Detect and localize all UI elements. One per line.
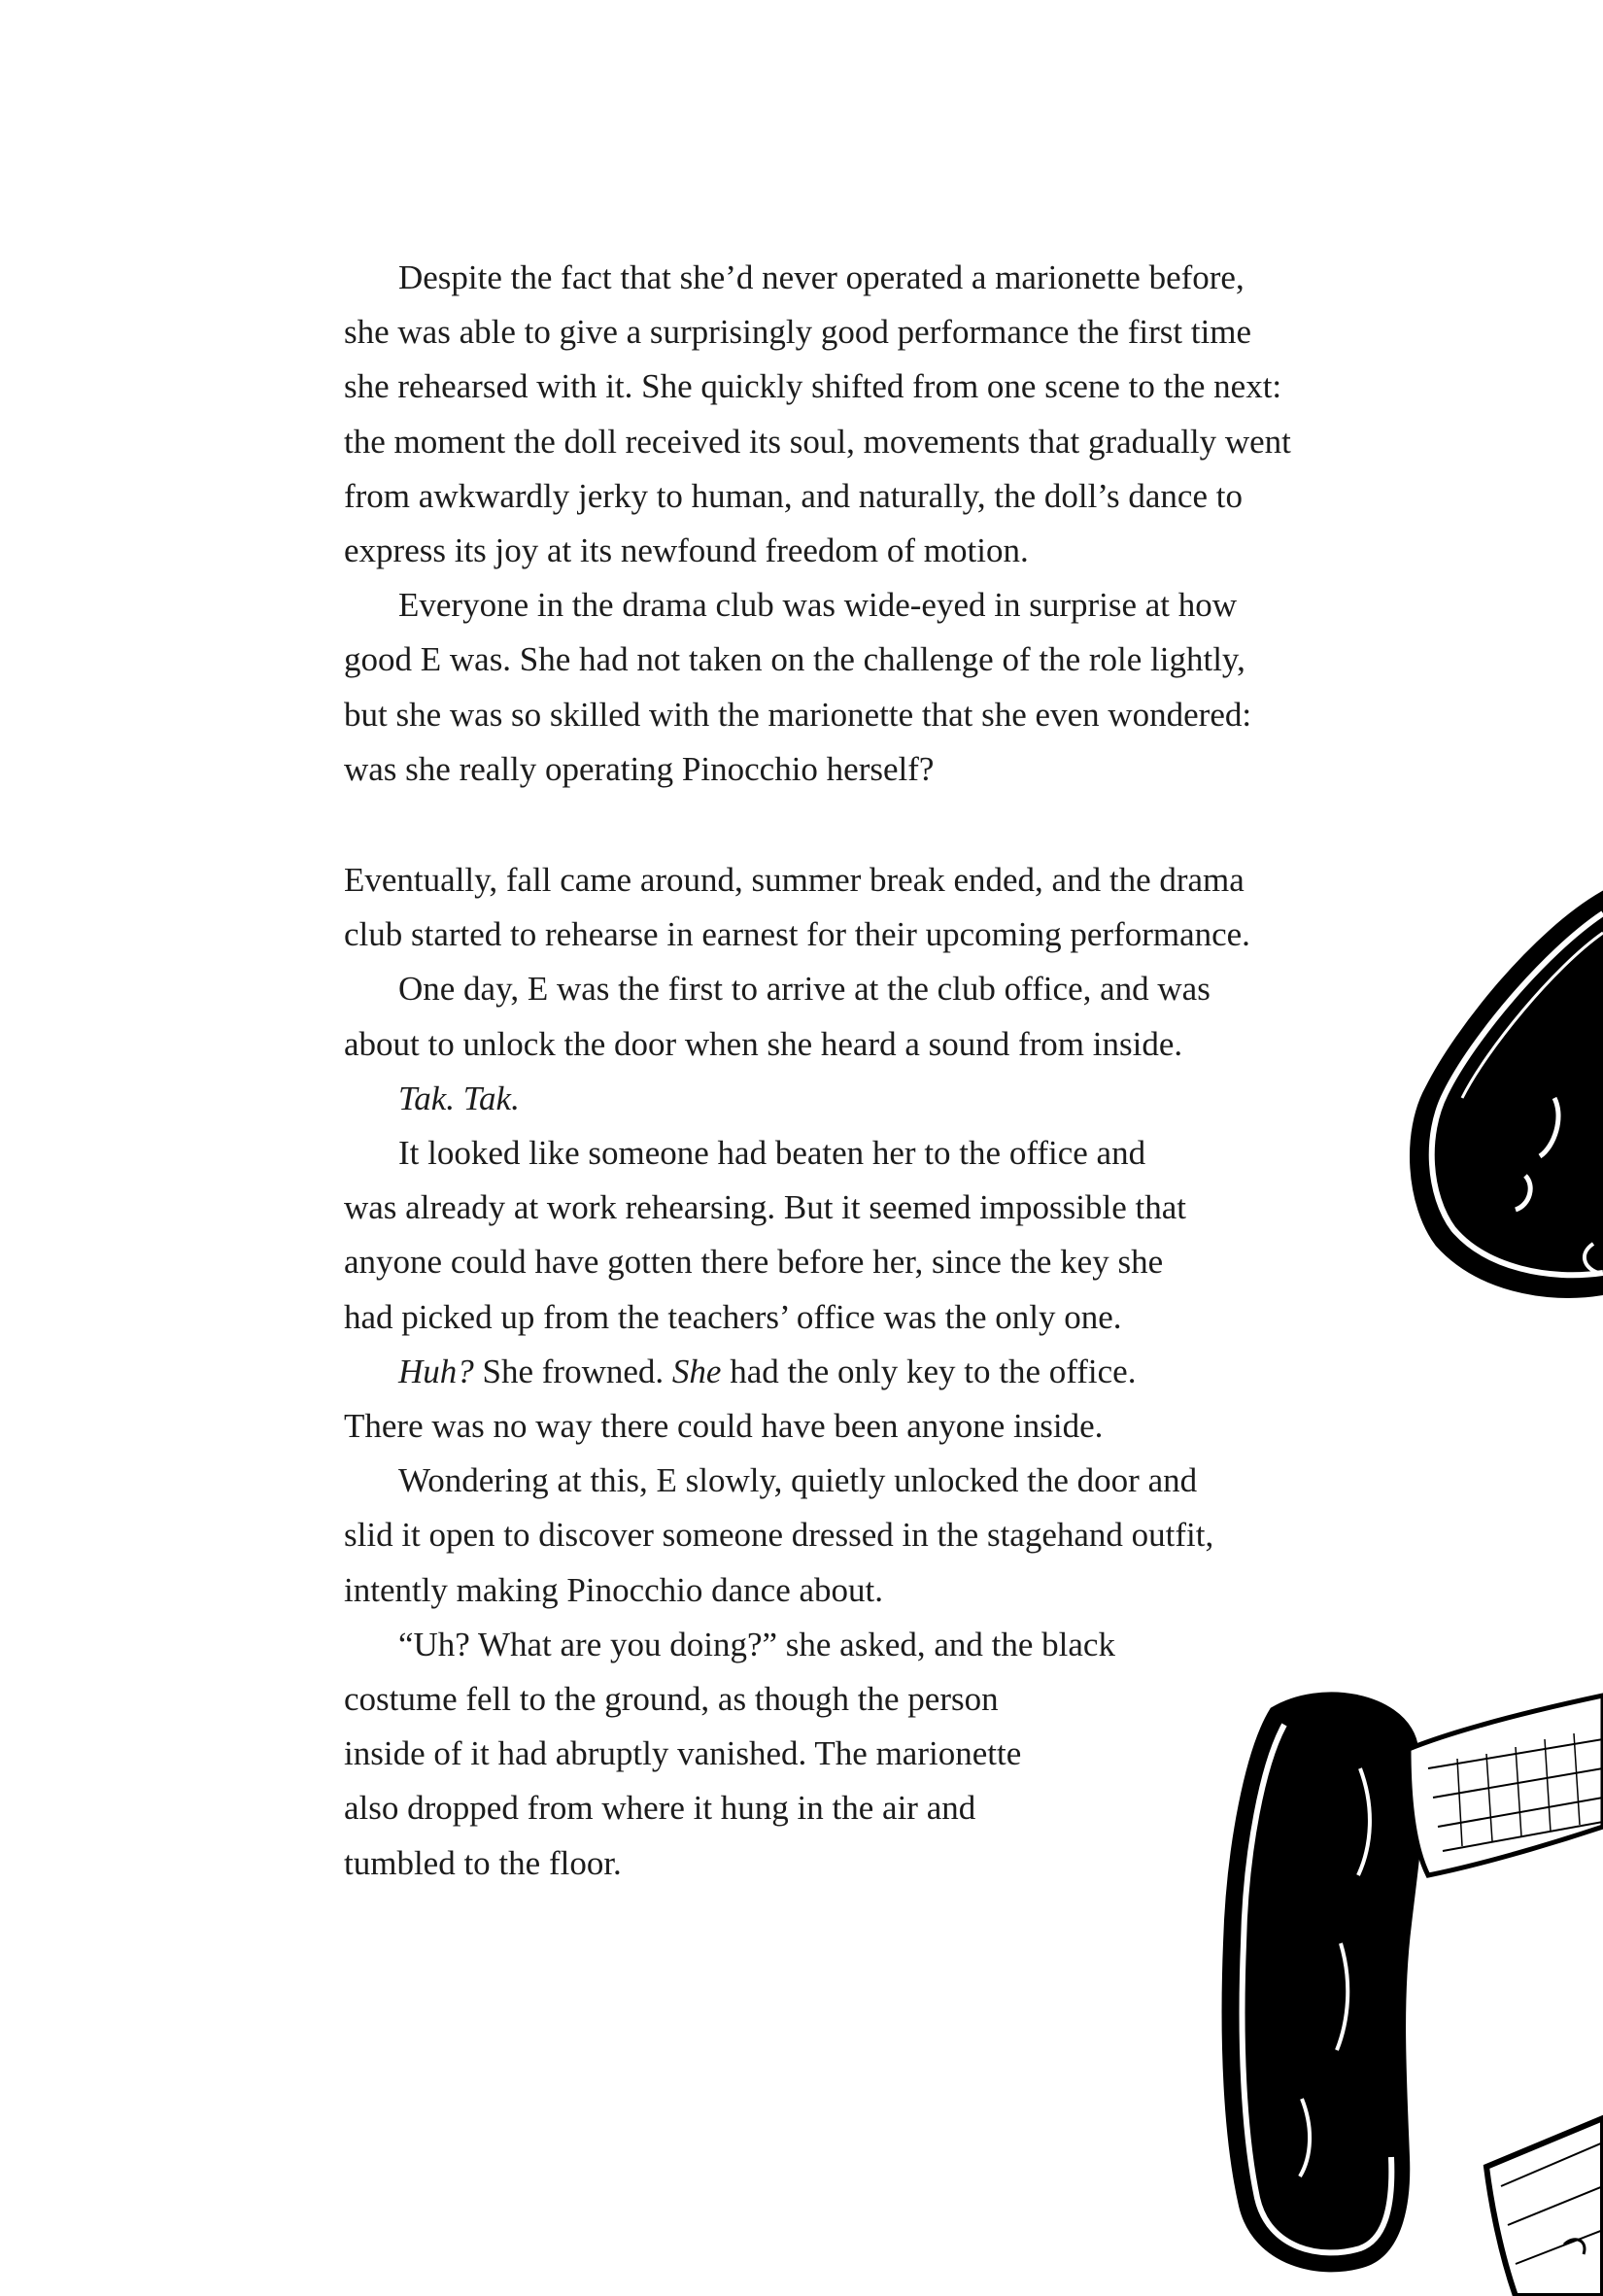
text-line: the moment the doll received its soul, movements that gradually went xyxy=(344,422,1291,461)
text-line: Despite the fact that she’d never operated a marionette before, xyxy=(398,258,1245,296)
paragraph-6 xyxy=(344,1126,1364,1345)
text-line: tumbled to the floor. xyxy=(344,1843,622,1882)
paragraph-7 xyxy=(344,1345,1364,1454)
paragraph-9 xyxy=(344,1618,1364,1891)
plain-text: had the only key to the office. xyxy=(721,1352,1137,1390)
text-section-1 xyxy=(344,251,1364,797)
text-line: Eventually, fall came around, summer break ended, and the drama xyxy=(344,861,1245,899)
text-line: It looked like someone had beaten her to the office and xyxy=(398,1134,1146,1173)
text-line: also dropped from where it hung in the air and xyxy=(344,1789,976,1828)
paragraph-8 xyxy=(344,1454,1364,1618)
upper-limb-drawing xyxy=(1413,894,1603,1295)
text-line: from awkwardly jerky to human, and naturally, the doll’s dance to xyxy=(344,476,1243,515)
text-line: about to unlock the door when she heard a sound from inside. xyxy=(344,1024,1183,1063)
text-line: costume fell to the ground, as though the person xyxy=(344,1680,999,1719)
paragraph-2 xyxy=(344,578,1364,797)
text-line: Everyone in the drama club was wide-eyed in surprise at how xyxy=(398,586,1238,625)
paragraph-5 xyxy=(344,1072,1364,1126)
text-line: had picked up from the teachers’ office was the only one. xyxy=(344,1297,1122,1336)
paragraph-4 xyxy=(344,962,1364,1071)
italic-text: She xyxy=(671,1352,722,1390)
text-line: One day, E was the first to arrive at the club office, and was xyxy=(398,970,1211,1009)
text-line: “Uh? What are you doing?” she asked, and the black xyxy=(398,1625,1115,1663)
text-line-mixed xyxy=(344,1345,1364,1399)
italic-text: Huh? xyxy=(398,1352,474,1390)
text-line: There was no way there could have been anyone inside. xyxy=(344,1407,1104,1446)
paragraph-3 xyxy=(344,853,1364,962)
text-line: was already at work rehearsing. But it seemed impossible that xyxy=(344,1188,1186,1227)
text-section-2 xyxy=(344,853,1364,1891)
paragraph-1 xyxy=(344,251,1364,578)
text-line: she was able to give a surprisingly good performance the first time xyxy=(344,313,1252,352)
text-line: club started to rehearse in earnest for their upcoming performance. xyxy=(344,915,1250,954)
text-line: was she really operating Pinocchio herself? xyxy=(344,749,935,788)
text-line: Wondering at this, E slowly, quietly unlocked the door and xyxy=(398,1461,1198,1500)
text-line: good E was. She had not taken on the challenge of the role lightly, xyxy=(344,640,1245,679)
text-line: intently making Pinocchio dance about. xyxy=(344,1570,884,1609)
text-line: but she was so skilled with the marionette that she even wondered: xyxy=(344,695,1252,734)
text-line: slid it open to discover someone dressed in the stagehand outfit, xyxy=(344,1516,1214,1555)
onomatopoeia-text: Tak. Tak. xyxy=(398,1079,520,1117)
plain-text: She frowned. xyxy=(473,1352,672,1390)
text-line: inside of it had abruptly vanished. The marionette xyxy=(344,1734,1022,1773)
text-line: anyone could have gotten there before her, since the key she xyxy=(344,1243,1164,1282)
text-line: she rehearsed with it. She quickly shifted from one scene to the next: xyxy=(344,367,1282,406)
text-line: express its joy at its newfound freedom of motion. xyxy=(344,531,1029,570)
